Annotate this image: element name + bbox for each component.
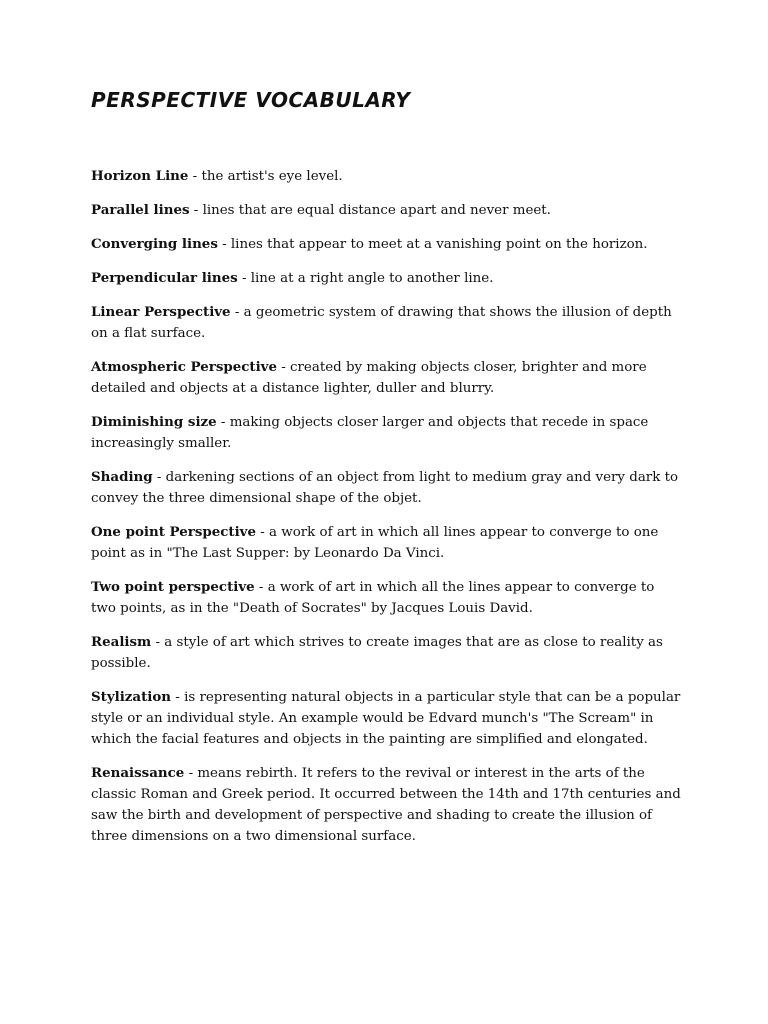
vocab-entry-one-point-perspective <box>91 522 681 564</box>
vocab-definition: - is representing natural objects in a particular style that can be a popular style or an individual style. An example would be Edvard munch's "The Scream" in which the facial features and objects in the painting are simplified and elongated. <box>91 690 681 747</box>
vocab-definition: - darkening sections of an object from light to medium gray and very dark to convey the three dimensional shape of the objet. <box>91 470 679 506</box>
vocab-definition: - a style of art which strives to create images that are as close to reality as possible. <box>91 635 663 671</box>
vocab-term: Horizon Line <box>91 168 189 184</box>
vocab-term: Parallel lines <box>91 202 190 218</box>
vocab-definition: - means rebirth. It refers to the revival or interest in the arts of the classic Roman and Greek period. It occurred between the 14th and 17th centuries and saw the birth and development of perspective and shading to create the illusion of three dimensions on a two dimensional surface. <box>91 766 681 844</box>
vocab-entry-perpendicular-lines <box>91 268 681 289</box>
vocab-term: Diminishing size <box>91 414 217 430</box>
vocab-definition: - lines that are equal distance apart and never meet. <box>189 203 551 218</box>
vocab-entry-horizon-line <box>91 166 681 187</box>
vocab-entry-atmospheric-perspective <box>91 357 681 399</box>
vocab-term: Linear Perspective <box>91 304 231 320</box>
vocab-term: Converging lines <box>91 236 218 252</box>
vocab-term: Renaissance <box>91 765 185 781</box>
vocab-definition: - making objects closer larger and objects that recede in space increasingly smaller. <box>91 415 649 451</box>
vocab-definition: - line at a right angle to another line. <box>237 271 494 286</box>
vocab-entry-stylization <box>91 687 681 750</box>
vocab-entry-diminishing-size <box>91 412 681 454</box>
vocab-term: Two point perspective <box>91 579 255 595</box>
vocab-term: Realism <box>91 634 152 650</box>
vocab-definition: - a work of art in which all lines appear to converge to one point as in "The Last Supper: by Leonardo Da Vinci. <box>91 525 659 561</box>
vocab-entry-two-point-perspective <box>91 577 681 619</box>
vocab-entry-shading <box>91 467 681 509</box>
vocab-definition: - created by making objects closer, brighter and more detailed and objects at a distance lighter, duller and blurry. <box>91 360 647 396</box>
vocab-entry-renaissance <box>91 763 681 847</box>
vocab-entry-realism <box>91 632 681 674</box>
vocab-term: One point Perspective <box>91 524 256 540</box>
document-title: PERSPECTIVE VOCABULARY <box>91 88 411 112</box>
document-page <box>91 88 681 860</box>
vocab-entry-converging-lines <box>91 234 681 255</box>
vocab-definition: - lines that appear to meet at a vanishing point on the horizon. <box>217 237 648 252</box>
vocab-definition: - the artist's eye level. <box>188 169 343 184</box>
vocab-definition: - a work of art in which all the lines appear to converge to two points, as in the "Death of Socrates" by Jacques Louis David. <box>91 580 655 616</box>
vocab-term: Atmospheric Perspective <box>91 359 277 375</box>
vocab-term: Shading <box>91 469 153 485</box>
vocab-entry-parallel-lines <box>91 200 681 221</box>
vocab-definition: - a geometric system of drawing that shows the illusion of depth on a flat surface. <box>91 305 672 341</box>
vocab-term: Perpendicular lines <box>91 270 238 286</box>
vocab-term: Stylization <box>91 689 172 705</box>
vocab-entry-linear-perspective <box>91 302 681 344</box>
